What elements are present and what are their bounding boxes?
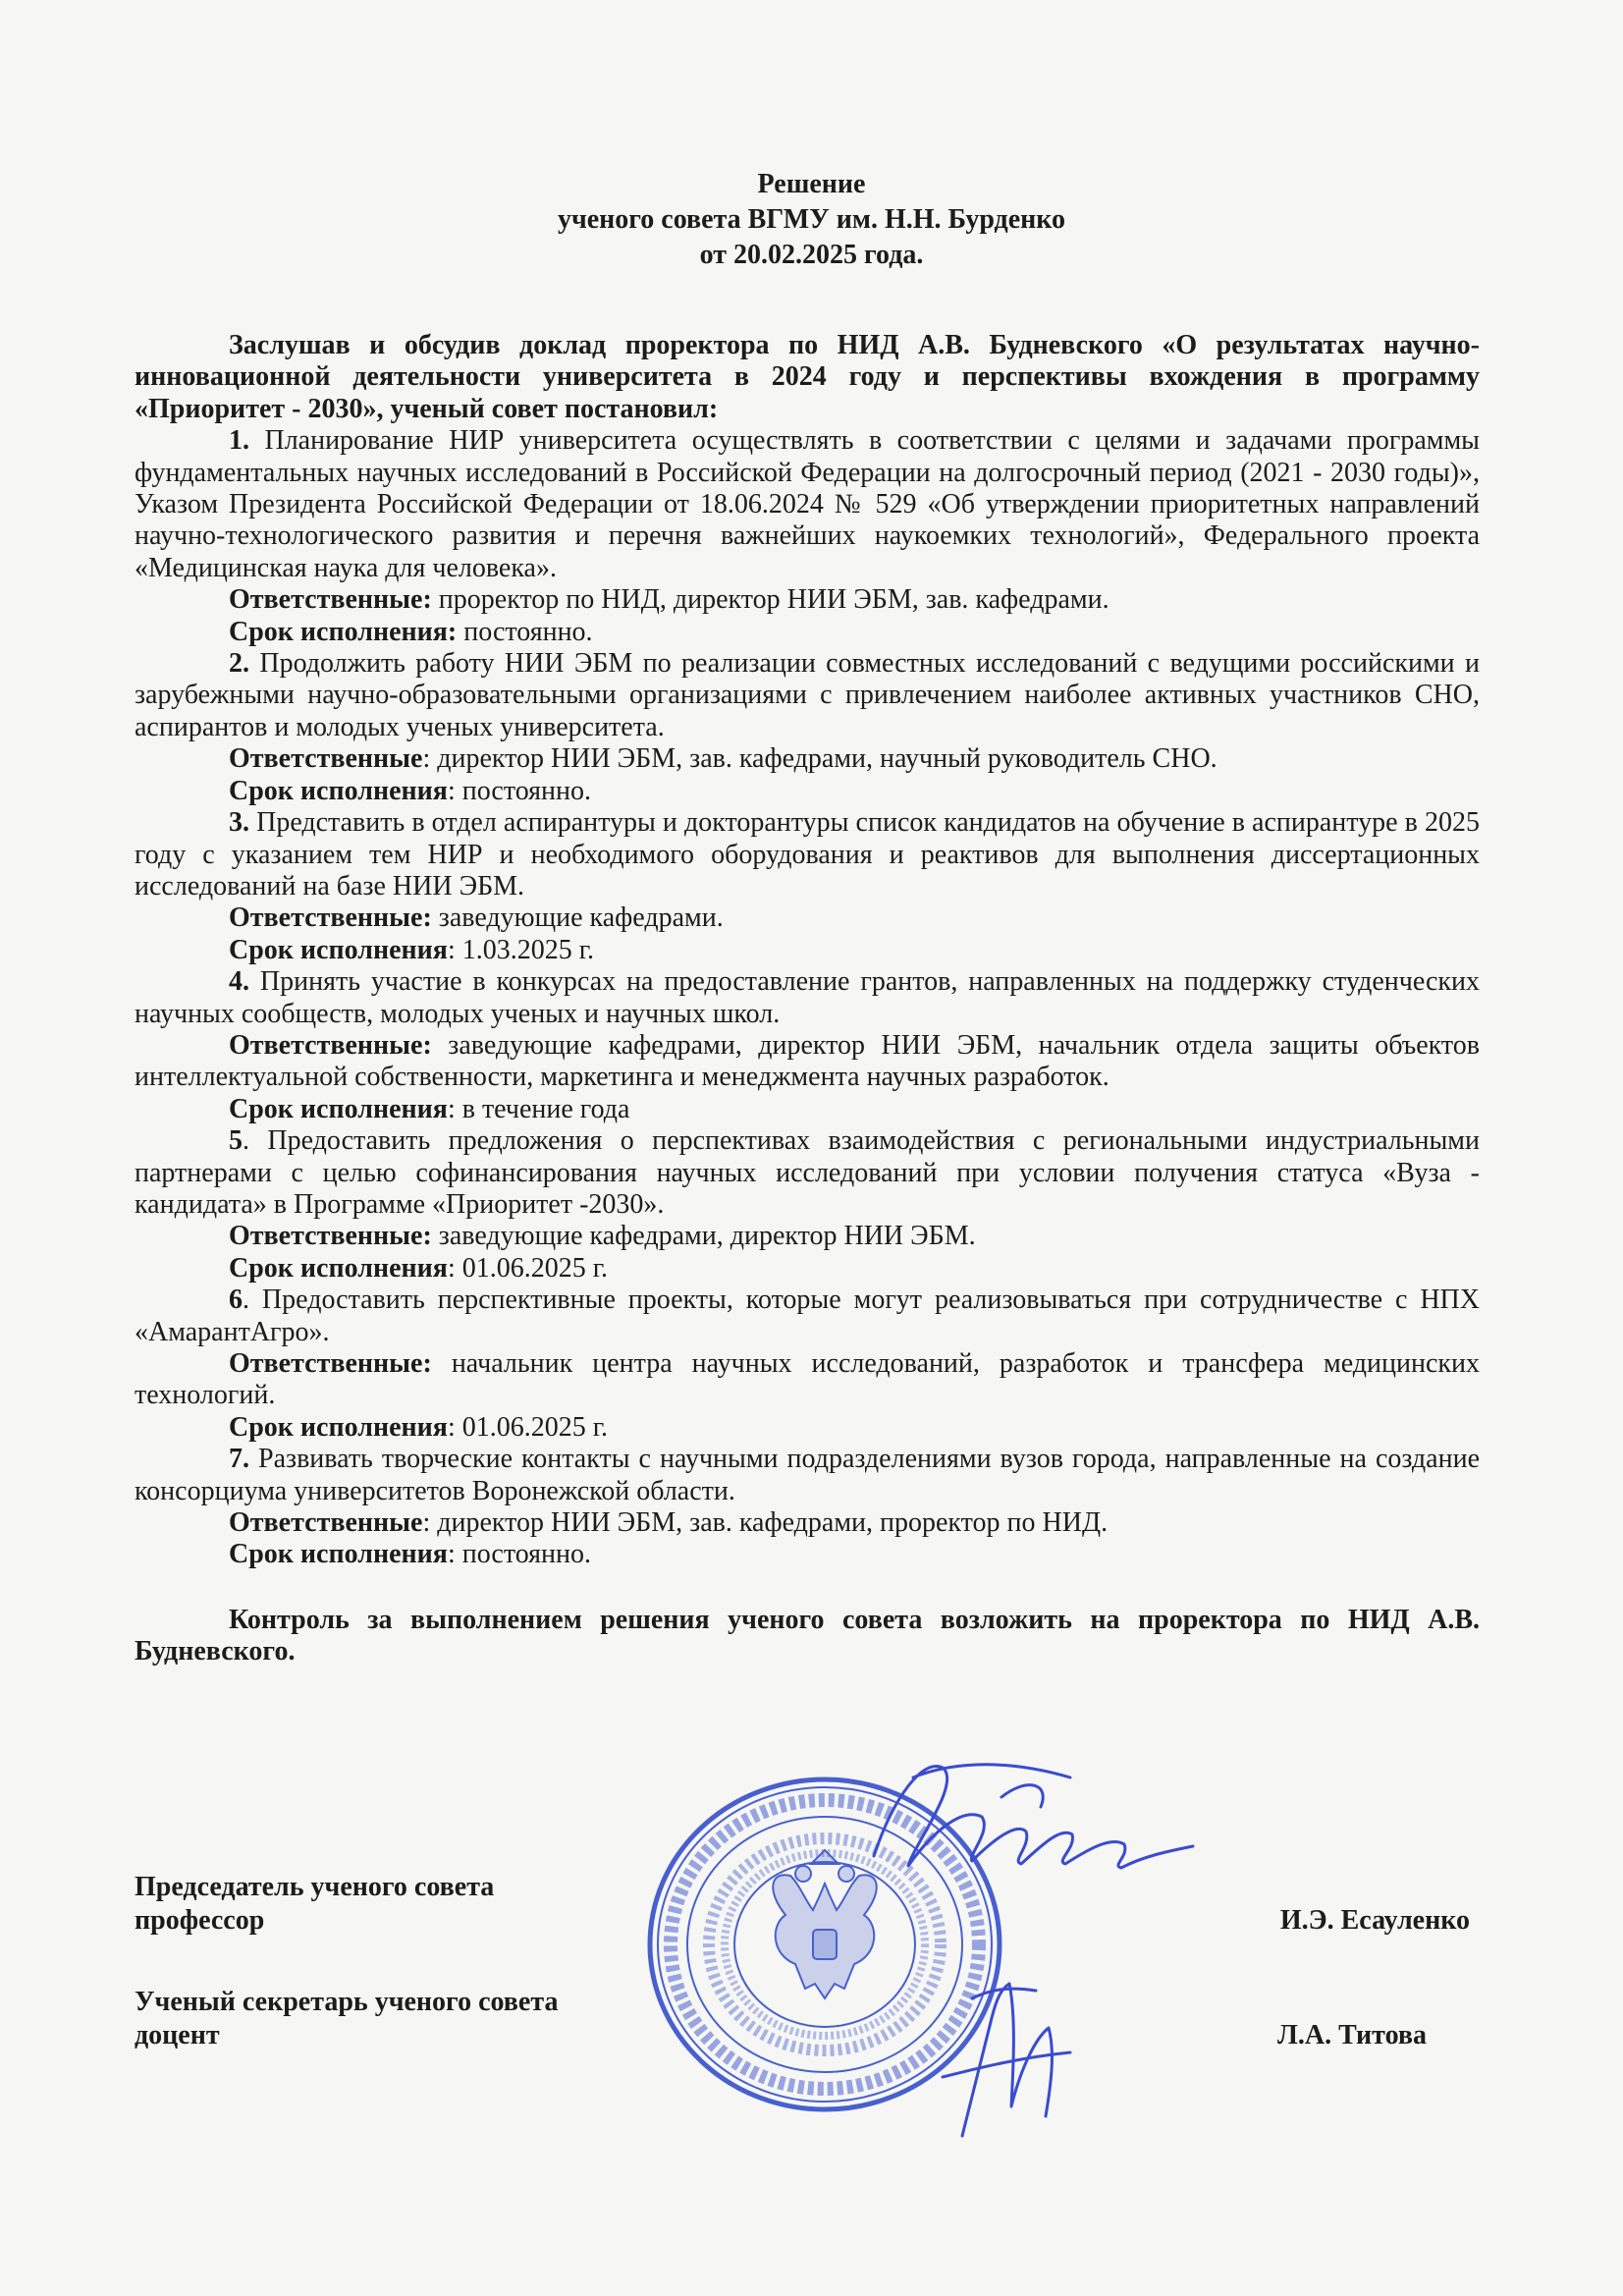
- item-number: 3.: [229, 807, 249, 839]
- item-deadline: Срок исполнения: в течение года: [229, 1093, 630, 1124]
- secretary-handwritten-signature: [903, 1959, 1100, 2156]
- item-deadline: Срок исполнения: 01.06.2025 г.: [229, 1252, 609, 1284]
- resolution-item: [135, 1125, 1480, 1221]
- item-responsible: Ответственные: заведующие кафедрами, директор НИИ ЭБМ, начальник отдела защиты объектов интеллектуальной собственности, маркетинга и менеджмента научных разработок.: [135, 1029, 1480, 1093]
- item-deadline: Срок исполнения: 01.06.2025 г.: [229, 1411, 609, 1443]
- document-body: [135, 330, 1480, 1668]
- chair-title: Председатель ученого совета: [135, 1872, 495, 1902]
- item-responsible: Ответственные: начальник центра научных исследований, разработок и трансфера медицинских технологий.: [135, 1348, 1480, 1411]
- item-text: Планирование НИР университета осуществлять в соответствии с целями и задачами программы фундаментальных научных исследований в Российской Федерации на долгосрочный период (2021 - 2030 годы)», Указом Президента Российской Федерации от 18.06.2024 № 529 «Об утверждении приоритетных направлений научно-технологического развития и перечня важнейших наукоемких технологий», Федерального проекта «Медицинская наука для человека».: [135, 425, 1480, 583]
- item-responsible: Ответственные: проректор по НИД, директор НИИ ЭБМ, зав. кафедрами.: [229, 584, 1109, 616]
- control-paragraph: Контроль за выполнением решения ученого совета возложить на проректора по НИД А.В. Будневского.: [135, 1604, 1480, 1667]
- item-responsible: Ответственные: заведующие кафедрами, директор НИИ ЭБМ.: [229, 1221, 976, 1252]
- resolution-item: [135, 1444, 1480, 1507]
- intro-paragraph: Заслушав и обсудив доклад проректора по НИД А.В. Будневского «О результатах научно-инновационной деятельности университета в 2024 году и перспективы вхождения в программу «Приоритет - 2030», ученый совет постановил:: [135, 330, 1480, 424]
- item-deadline: Срок исполнения: постоянно.: [229, 1539, 592, 1570]
- item-number: 2.: [229, 648, 249, 680]
- chair-rank: профессор: [135, 1905, 265, 1936]
- secretary-title: Ученый секретарь ученого совета: [135, 1987, 559, 2017]
- document-header: [0, 167, 1623, 273]
- item-deadline: Срок исполнения: постоянно.: [229, 775, 592, 806]
- item-text: . Предоставить предложения о перспективах взаимодействия с региональными индустриальными партнерами с целью софинансирования научных исследований при условии получения статуса «Вуза - кандидата» в Программе «Приоритет -2030».: [135, 1125, 1480, 1220]
- resolution-item: [135, 648, 1480, 743]
- item-text: Принять участие в конкурсах на предоставление грантов, направленных на поддержку студенческих научных сообществ, молодых ученых и научных школ.: [135, 966, 1480, 1029]
- header-title: Решение: [757, 169, 866, 199]
- header-council: ученого совета ВГМУ им. Н.Н. Бурденко: [557, 204, 1066, 235]
- item-responsible: Ответственные: директор НИИ ЭБМ, зав. кафедрами, научный руководитель СНО.: [229, 743, 1217, 775]
- item-text: Представить в отдел аспирантуры и докторантуры список кандидатов на обучение в аспирантуре в 2025 году с указанием тем НИР и необходимого оборудования и реактивов для выполнения диссертационных исследований на базе НИИ ЭБМ.: [135, 807, 1480, 902]
- resolution-item: [135, 966, 1480, 1030]
- item-responsible: Ответственные: директор НИИ ЭБМ, зав. кафедрами, проректор по НИД.: [229, 1507, 1109, 1539]
- secretary-name: Л.А. Титова: [1276, 2020, 1427, 2050]
- item-number: 5: [229, 1125, 243, 1157]
- resolution-item: [135, 425, 1480, 584]
- item-number: 6: [229, 1285, 243, 1316]
- chair-name: И.Э. Есауленко: [1279, 1905, 1470, 1936]
- chair-handwritten-signature: [854, 1738, 1208, 1905]
- secretary-rank: доцент: [135, 2020, 220, 2050]
- item-number: 1.: [229, 425, 249, 457]
- header-date: от 20.02.2025 года.: [699, 240, 924, 270]
- item-text: . Предоставить перспективные проекты, которые могут реализовываться при сотрудничестве с НПХ «АмарантАгро».: [135, 1285, 1480, 1347]
- item-text: Продолжить работу НИИ ЭБМ по реализации совместных исследований с ведущими российскими и зарубежными научно-образовательными организациями с привлечением наиболее активных участников СНО, аспирантов и молодых ученых университета.: [135, 648, 1480, 742]
- item-text: Развивать творческие контакты с научными подразделениями вузов города, направленные на создание консорциума университетов Воронежской области.: [135, 1444, 1480, 1506]
- item-responsible: Ответственные: заведующие кафедрами.: [229, 902, 724, 934]
- resolution-item: [135, 807, 1480, 902]
- resolution-item: [135, 1285, 1480, 1348]
- item-number: 7.: [229, 1444, 249, 1475]
- item-deadline: Срок исполнения: 1.03.2025 г.: [229, 934, 595, 965]
- item-deadline: Срок исполнения: постоянно.: [229, 616, 593, 647]
- item-number: 4.: [229, 966, 249, 998]
